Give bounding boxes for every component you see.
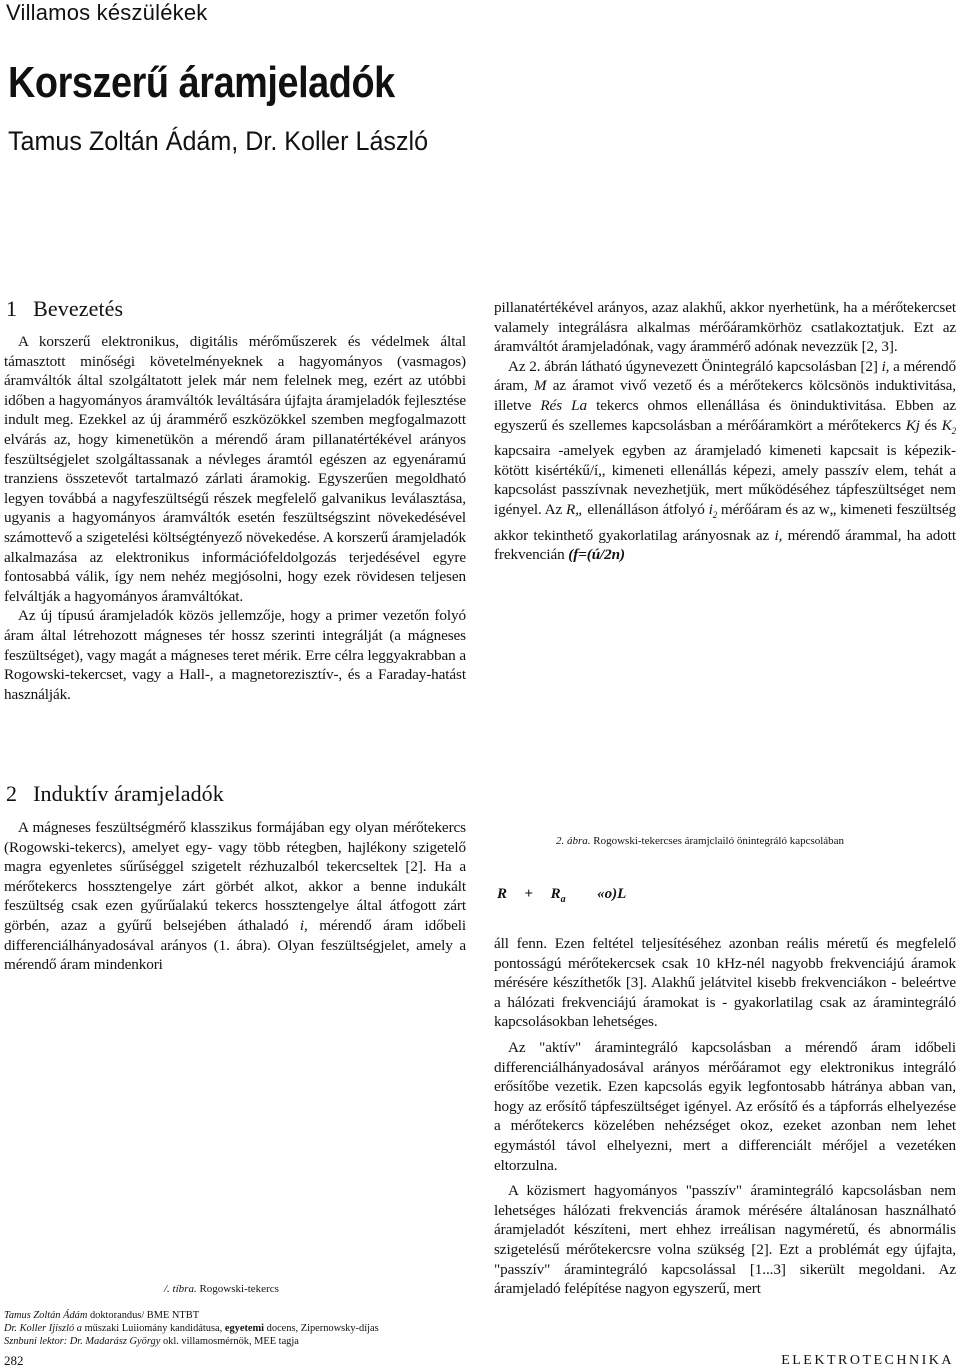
journal-name: ELEKTROTECHNIKA — [781, 1353, 954, 1368]
section-number: 1 — [6, 296, 18, 321]
paragraph: A közismert hagyományos "passzív" áramintegráló kapcsolásban nem lehetséges hálózati frekvenciás áramok mérésére általánosan használható áramjeladót készíteni, mert ehhez irreálisan nagyméretű, és abnormális szigetelésű mérőtekercsre volna szükség [2]. Ezt a problémát egy újfajta, "passzív" áramintegráló kapcsolással [1...3] sikerült megoldani. Az áramjeladó felépítése nagyon egyszerű, mert — [494, 1182, 956, 1298]
paragraph: Az új típusú áramjeladók közös jellemzője, hogy a primer vezetőn folyó áram által létrehozott mágneses tér hossz szerinti integrálját (a mágneses feszültséget), vagy magát a mágneses teret mérik. Erre célra leggyakrabban a Rogowski-tekercset, vagy a Hall-, a magnetorezisztív-, és a Faraday-hatást használják. — [4, 607, 466, 703]
section-heading-1 — [6, 296, 123, 322]
footnotes — [4, 1309, 474, 1348]
figure-2-caption: 2. ábra. Rogowski-tekercses áramjclailó önintegráló kapcsolában — [556, 835, 845, 847]
section-tag: Villamos készülékek — [6, 0, 208, 25]
paragraph: Az "aktív" áramintegráló kapcsolásban a mérendő áram időbeli differenciálhányadosával arányos mérőáramot egy elektronikus integráló erősítőbe vezetik. Ezen kapcsolás egyik legfontosabb hátránya abban van, hogy az erősítő tápfeszültséget igényel. Az erősítő és a tápforrás elhelyezése a mérőtekercs közelében nehézséget okoz, ezeket azonban nem lehet egymástól távol elhelyezni, mert a differenciált mérőjel a vezetéken eltorzulna. — [494, 1038, 956, 1174]
section-number: 2 — [6, 781, 18, 806]
left-column-section2 — [4, 818, 466, 975]
article-title: Korszerű áramjeladók — [8, 58, 395, 107]
footnote-author-1: Tamus Zoltán Ádám doktorandus/ BME NTBT — [4, 1310, 200, 1321]
right-column-top — [494, 298, 956, 565]
page-number: 282 — [4, 1353, 24, 1368]
paragraph: Az 2. ábrán látható úgynevezett Önintegráló kapcsolásban [2] i, a mérendő áram, M az áramot vivő vezető és a mérőtekercs kölcsönös induktivitása, illetve Rés La tekercs ohmos ellenállása és öninduktivitása. Ebben az egyszerű és szellemes kapcsolásban a mérőáramkört a mérőtekercs Kj és $K_2$ kapcsaira -amelyek egyben az áramjeladó kimeneti kapcsait is képezik-kötött kisértékű/í,, kimeneti ellenállás képezi, amely passzív elem, tehát a kapcsolást passzívnak nevezhetjük, mert működéséhez tápfeszültséget nem igényel. Az R„ ellenálláson átfolyó $i_2$ mérőáram és az w„ kimeneti feszültség akkor tekinthető gyakorlatilag arányosnak az i, mérendő árammal, ha adott frekvencián (f=(ú/2n) — [494, 357, 956, 564]
paragraph: A mágneses feszültségmérő klasszikus formájában egy olyan mérőtekercs (Rogowski-tekercs), amelyet egy- vagy több rétegben, hajlékony szigetelő magra egyenletes sűrűséggel szigetelt rézhuzalból tekercseltek [2]. Ha a mérőtekercs hossztengelye zárt görbét alkot, akkor a benne indukált feszültség csak ezen gyűrűalakú tekercs hossztengelye által átfogott zárt görbén, azaz a gyűrű belsejében áthaladó i, mérendő áram időbeli differenciálhányadosával arányos (1. ábra). Olyan feszültségjelet, amely a mérendő áram mindenkori — [4, 819, 467, 974]
figure-1-caption: /. tíbra. Rogowski-tekercs — [164, 1283, 279, 1295]
paragraph: áll fenn. Ezen feltétel teljesítéséhez azonban reális méretű és megfelelő pontosságú mérőtekercsek csak 10 kHz-nél nagyobb frekvenciájú áramok mérésére készíthetők [3]. Alakhű jelátvitel kisebb frekvenciákon - beleértve a hálózati frekvenciájú áramokat is - gyakorlatilag csak az áramintegráló kapcsolásokban lehetséges. — [494, 935, 956, 1031]
section-heading-2 — [6, 781, 224, 807]
section-title: Bevezetés — [33, 296, 124, 321]
left-column-section1 — [4, 332, 466, 704]
section-title: Induktív áramjeladók — [33, 781, 224, 806]
formula: $R + R_a$ «o)L — [497, 886, 627, 905]
article-authors: Tamus Zoltán Ádám, Dr. Koller László — [8, 126, 429, 156]
paragraph: pillanatértékével arányos, azaz alakhű, akkor nyerhetünk, ha a mérőtekercset valamely integrálásra alkalmas mérőáramkörhöz csatlakoztatjuk. Ezt az áramváltót áramjeladónak, vagy árammérő adónak nevezzük [2, 3]. — [494, 299, 956, 356]
paragraph: A korszerű elektronikus, digitális mérőműszerek és védelmek által támasztott minőségi követelményeknek a hagyományos (vasmagos) áramváltók által szolgáltatott jelek már nem felelnek meg, ezért az utóbbi időben a hagyományos áramváltók leváltására újfajta áramjeladók fejlesztése indult meg. Ezekkel az új árammérő eszközökkel szemben megfogalmazott elvárás az, hogy kimenetükön a mérendő áram pillanatértékével arányos feszültségjelet szolgáltassanak a névleges áramtól egészen az egyenáramú tranziens összetevőt tartalmazó zárlati áramokig. Egyszerűen megoldható legyen továbbá a nagyfeszültségű részek megfelelő galvanikus leválasztása, ugyanis a hagyományos áramváltók esetén feszültségszint növekedésével számottevő a szigetelési költségtényező növekedése. A korszerű áramjeladók alkalmazása az elektronikus információfeldolgozás terjedésével egyre fontosabbá válik, így nem nehéz megjósolni, hogy ezek rövidesen teljesen felváltják a hagyományos áramváltókat. — [4, 333, 466, 605]
right-column-bottom — [494, 934, 956, 1299]
footnote-reviewer: Sznbuni lektor: Dr. Madarász György okl. villamosmérnök, MEE tagja — [4, 1336, 299, 1347]
figure-1-area — [4, 990, 466, 1270]
footnote-author-2: Dr. Koller Ijiszló a műszaki Luiiomány kandidátusa, egyetemi docens, Zipernowsky-díjas — [4, 1323, 379, 1334]
